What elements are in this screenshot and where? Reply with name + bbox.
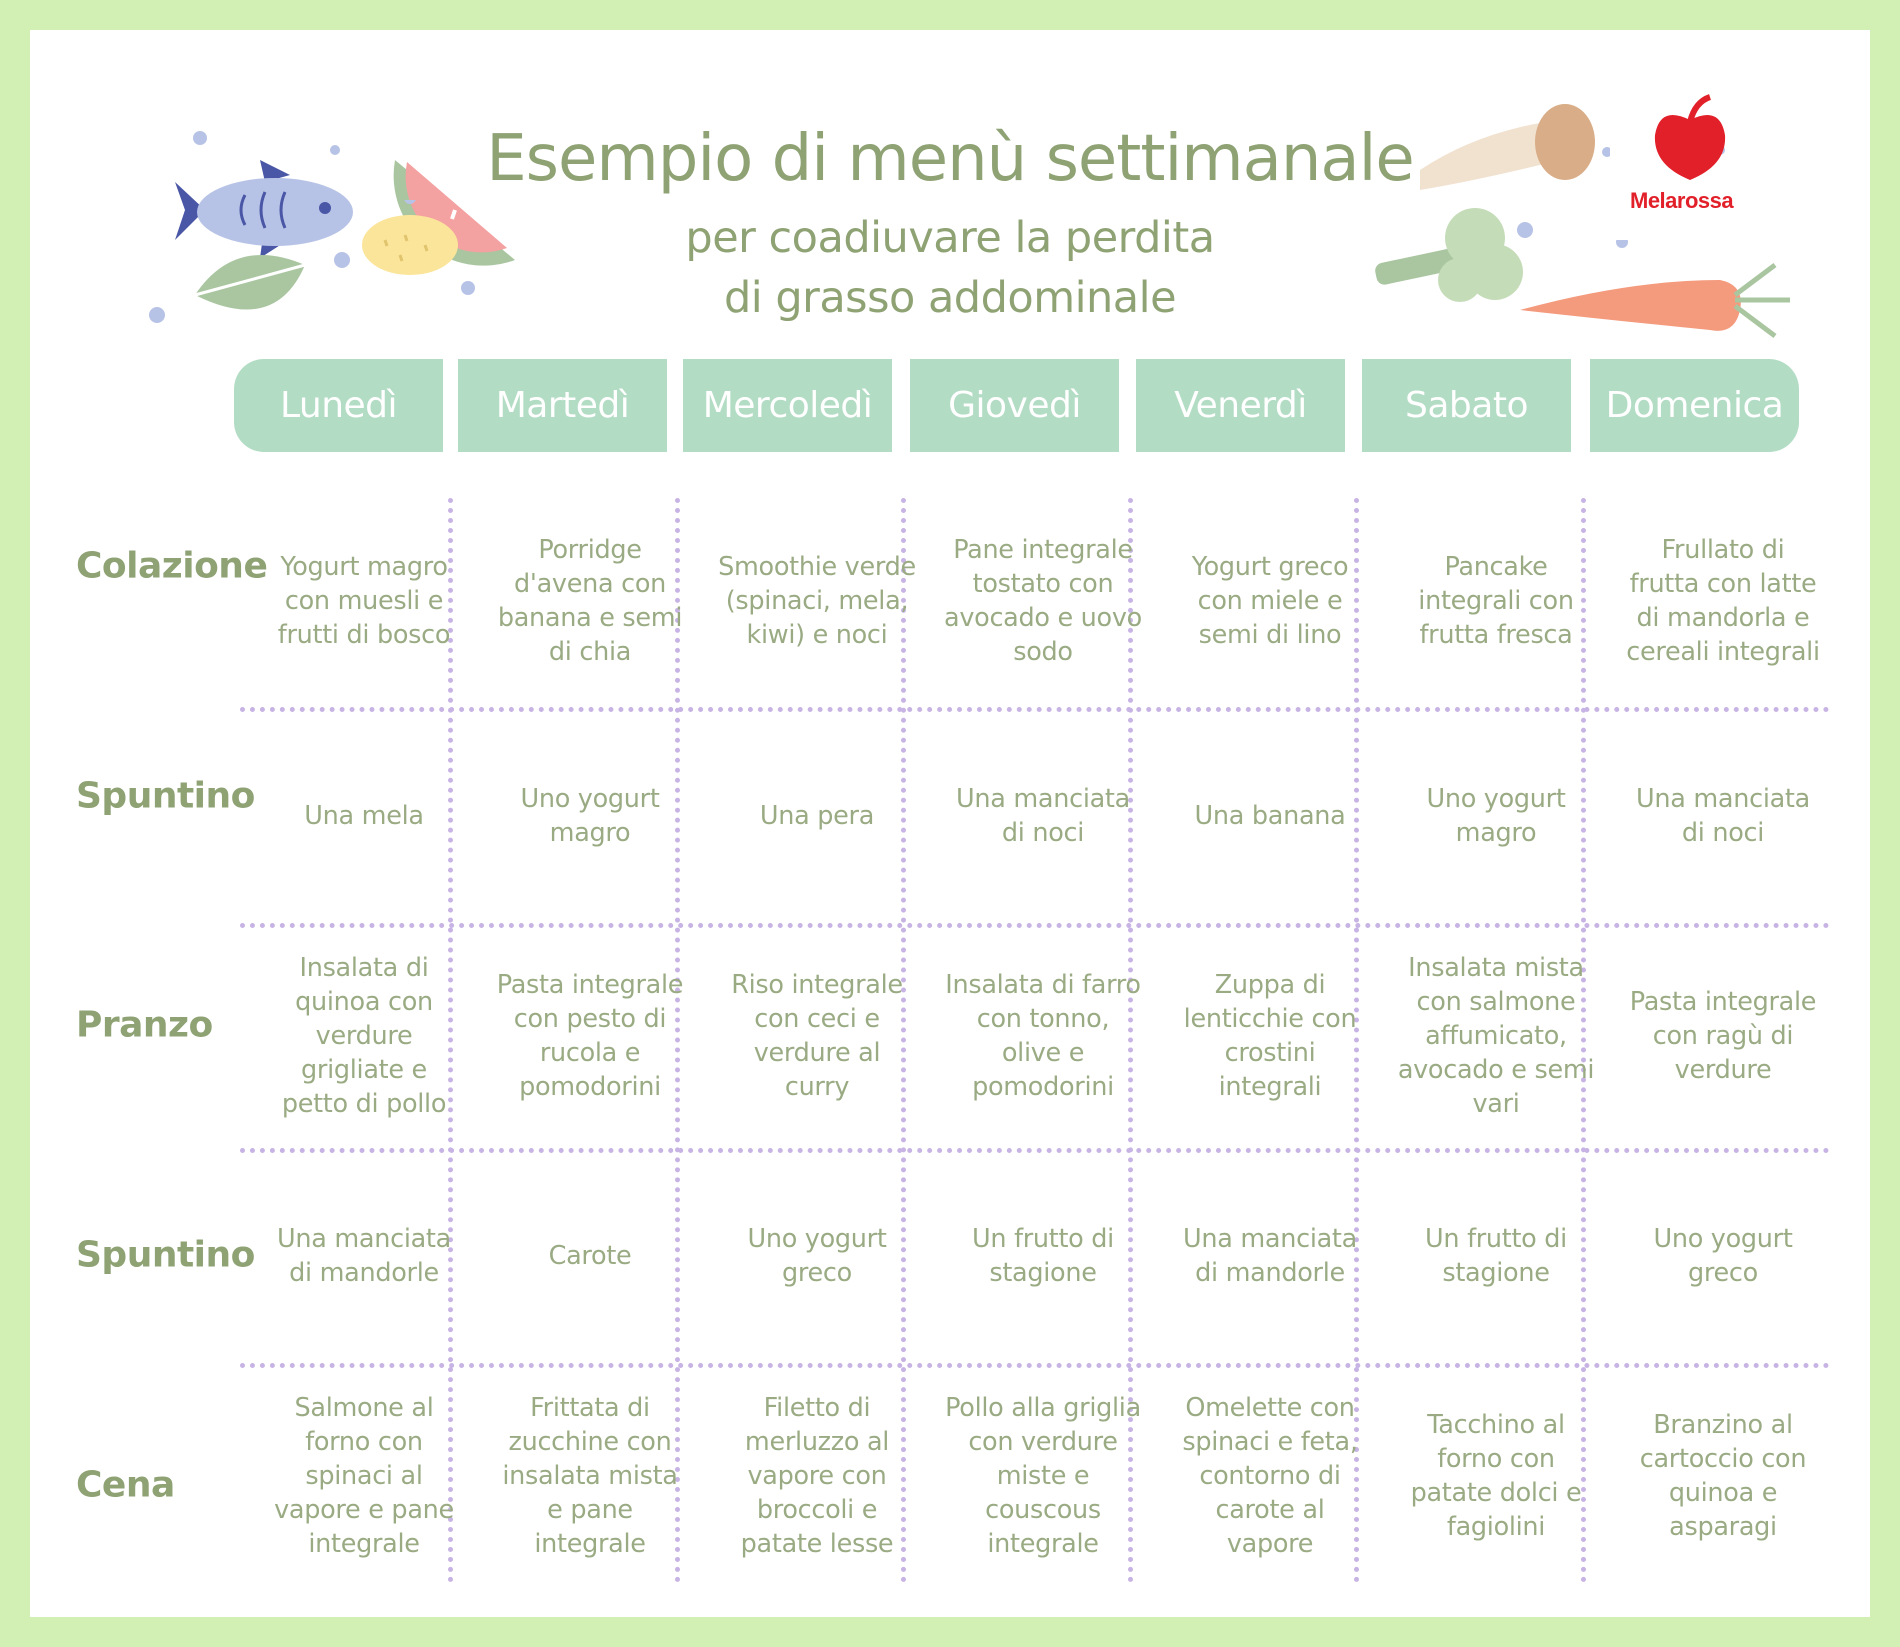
subtitle-line-2: di grasso addominale xyxy=(723,273,1177,323)
meal-label-pranzo: Pranzo xyxy=(76,1004,213,1046)
meal-cell: Zuppa di lenticchie con crostini integrali xyxy=(1183,970,1357,1102)
subtitle-line-1: per coadiuvare la perdita xyxy=(685,213,1215,263)
meal-cell: Uno yogurt magro xyxy=(1426,783,1566,848)
meal-cell: Una banana xyxy=(1194,800,1346,831)
brand-logo-text: Melarossa xyxy=(1630,188,1734,213)
day-header-mercoledi: Mercoledì xyxy=(683,359,892,452)
meal-cell: Yogurt magro con muesli e frutti di bosco xyxy=(277,551,451,650)
meal-cell: Una manciata di mandorle xyxy=(277,1224,451,1288)
meal-cell: Insalata mista con salmone affumicato, avocado e semi vari xyxy=(1397,953,1595,1119)
meal-cell: Uno yogurt magro xyxy=(520,783,660,848)
meal-cell: Uno yogurt greco xyxy=(1653,1224,1793,1288)
meal-cell: Frullato di frutta con latte di mandorla e cereali integrali xyxy=(1626,534,1820,667)
day-header-giovedi: Giovedì xyxy=(910,359,1119,452)
day-header-domenica: Domenica xyxy=(1590,359,1799,452)
meal-cell: Una pera xyxy=(759,800,875,831)
meal-cell: Pancake integrali con frutta fresca xyxy=(1418,551,1574,650)
meal-cell: Salmone al forno con spinaci al vapore e pane integrale xyxy=(274,1392,454,1559)
page-subtitle xyxy=(30,208,1870,328)
day-header-lunedi: Lunedì xyxy=(234,359,443,452)
day-header-sabato: Sabato xyxy=(1362,359,1571,452)
meal-cell: Omelette con spinaci e feta, contorno di carote al vapore xyxy=(1182,1392,1358,1559)
menu-card xyxy=(30,30,1870,1617)
meal-label-spuntino-pomeriggio: Spuntino xyxy=(76,1234,255,1276)
page-title: Esempio di menù settimanale xyxy=(486,122,1414,196)
meal-cell: Una mela xyxy=(304,800,424,831)
meal-label-cena: Cena xyxy=(76,1464,175,1506)
meal-cell: Una manciata di mandorle xyxy=(1183,1224,1357,1288)
meal-cell: Carote xyxy=(548,1241,632,1271)
meal-cell: Un frutto di stagione xyxy=(972,1224,1114,1288)
meal-cell: Riso integrale con ceci e verdure al curry xyxy=(731,970,903,1102)
meal-cell: Tacchino al forno con patate dolci e fagiolini xyxy=(1410,1409,1582,1542)
meal-cell: Yogurt greco con miele e semi di lino xyxy=(1191,551,1349,650)
meal-label-colazione: Colazione xyxy=(76,545,268,587)
meal-cell: Filetto di merluzzo al vapore con broccoli e patate lesse xyxy=(740,1392,894,1559)
meal-cell: Porridge d'avena con banana e semi di chia xyxy=(497,534,683,667)
meal-cell: Un frutto di stagione xyxy=(1425,1224,1567,1288)
day-header-martedi: Martedì xyxy=(458,359,667,452)
meal-cell: Pollo alla griglia con verdure miste e couscous integrale xyxy=(945,1392,1141,1559)
meal-cell: Uno yogurt greco xyxy=(747,1224,887,1288)
meal-cell: Pane integrale tostato con avocado e uovo sodo xyxy=(944,534,1142,667)
meal-cell: Insalata di farro con tonno, olive e pomodorini xyxy=(945,970,1141,1102)
meal-cell: Una manciata di noci xyxy=(956,783,1130,848)
day-header-venerdi: Venerdì xyxy=(1136,359,1345,452)
meal-cell: Insalata di quinoa con verdure grigliate e petto di pollo xyxy=(281,953,447,1119)
meal-cell: Pasta integrale con pesto di rucola e pomodorini xyxy=(496,970,684,1102)
meal-cell: Una manciata di noci xyxy=(1636,783,1810,848)
meal-cell: Smoothie verde (spinaci, mela, kiwi) e noci xyxy=(718,551,916,650)
meal-cell: Pasta integrale con ragù di verdure xyxy=(1629,987,1817,1085)
meal-cell: Branzino al cartoccio con quinoa e asparagi xyxy=(1639,1409,1807,1542)
meal-cell: Frittata di zucchine con insalata mista e pane integrale xyxy=(502,1392,678,1559)
meal-label-spuntino-mattina: Spuntino xyxy=(76,775,255,817)
